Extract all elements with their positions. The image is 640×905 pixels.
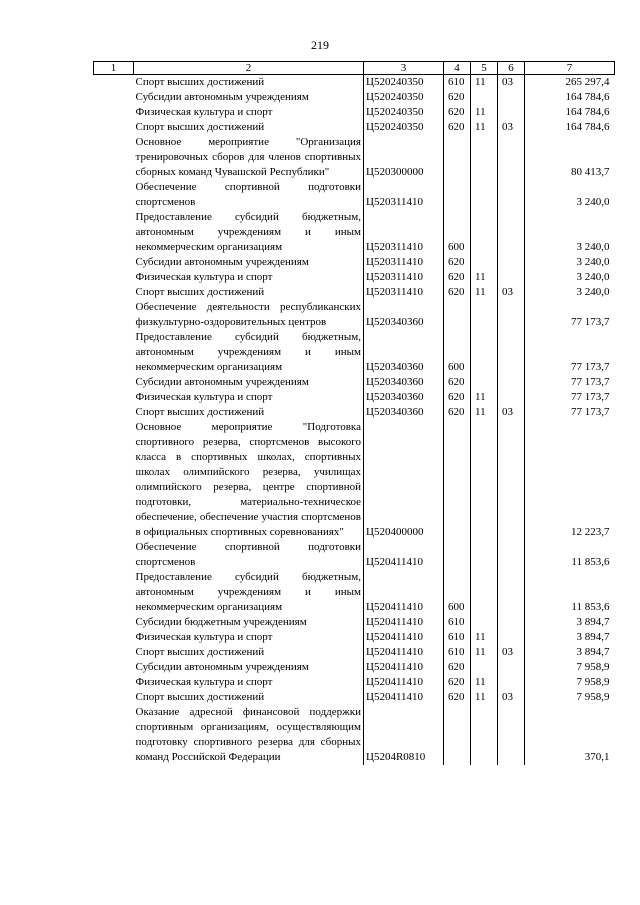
row-section [471,705,498,765]
row-expense-type: 620 [444,690,471,705]
row-code: Ц520340360 [364,375,444,390]
row-expense-type [444,540,471,570]
row-amount: 3 894,7 [576,616,610,628]
row-name: Основное мероприятие "Подготовка спортивного резерва, спортсменов высокого класса в спортивных школах, спортивных школах олимпийского резерва, училищах олимпийского резерва, центре спортивной подготовки, материально-техническое обеспечение, обеспечение участия спортсменов в официальных спортивных соревнованиях" [135,421,361,538]
row-code: Ц520311410 [364,210,444,255]
row-name: Субсидии автономным учреждениям [135,661,309,673]
header-col-4: 4 [444,62,471,75]
row-name: Субсидии автономным учреждениям [135,256,309,268]
row-expense-type: 620 [444,285,471,300]
row-expense-type: 620 [444,390,471,405]
row-expense-type: 620 [444,375,471,390]
row-subsection [498,570,525,615]
row-subsection: 03 [498,120,525,135]
table-row [94,540,615,570]
header-col-7: 7 [525,62,615,75]
row-expense-type: 620 [444,120,471,135]
row-num-cell [94,645,134,660]
row-expense-type: 600 [444,330,471,375]
row-num-cell [94,570,134,615]
row-subsection [498,330,525,375]
row-num-cell [94,705,134,765]
table-row [94,285,615,300]
row-code: Ц520240350 [364,105,444,120]
row-section [471,180,498,210]
row-code: Ц520411410 [364,660,444,675]
row-section [471,210,498,255]
row-num-cell [94,540,134,570]
row-name: Субсидии автономным учреждениям [135,376,309,388]
row-section [471,90,498,105]
row-name: Физическая культура и спорт [135,631,273,643]
row-code: Ц520340360 [364,300,444,330]
row-expense-type [444,135,471,180]
row-name: Спорт высших достижений [135,121,265,133]
table-row [94,405,615,420]
row-amount: 3 894,7 [576,646,610,658]
header-col-1: 1 [94,62,134,75]
row-num-cell [94,75,134,91]
row-subsection: 03 [498,285,525,300]
row-code: Ц520240350 [364,90,444,105]
table-row [94,180,615,210]
table-row [94,615,615,630]
row-num-cell [94,660,134,675]
table-row [94,675,615,690]
row-amount: 3 240,0 [576,286,610,298]
row-subsection: 03 [498,690,525,705]
row-num-cell [94,135,134,180]
row-name: Предоставление субсидий бюджетным, автономным учреждениям и иным некоммерческим организациям [135,331,361,373]
table-row [94,420,615,540]
row-section [471,375,498,390]
table-body [94,75,615,766]
row-code: Ц520411410 [364,645,444,660]
table-row [94,705,615,765]
row-section: 11 [471,120,498,135]
row-section: 11 [471,390,498,405]
row-subsection [498,210,525,255]
row-code: Ц520411410 [364,615,444,630]
row-subsection [498,375,525,390]
row-num-cell [94,405,134,420]
row-name: Физическая культура и спорт [135,676,273,688]
budget-table [93,61,615,765]
row-name: Спорт высших достижений [135,76,265,88]
row-num-cell [94,420,134,540]
row-num-cell [94,615,134,630]
table-row [94,210,615,255]
page-number: 219 [311,38,329,52]
row-code: Ц520411410 [364,570,444,615]
row-num-cell [94,330,134,375]
row-subsection [498,630,525,645]
row-code: Ц520400000 [364,420,444,540]
row-amount: 3 240,0 [576,271,610,283]
row-subsection [498,420,525,540]
row-section: 11 [471,675,498,690]
row-code: Ц520311410 [364,285,444,300]
row-section: 11 [471,405,498,420]
row-amount: 77 173,7 [571,376,610,388]
row-expense-type: 620 [444,660,471,675]
row-num-cell [94,390,134,405]
row-expense-type: 620 [444,270,471,285]
row-subsection [498,255,525,270]
row-name: Физическая культура и спорт [135,106,273,118]
row-name: Предоставление субсидий бюджетным, автономным учреждениям и иным некоммерческим организациям [135,211,361,253]
row-expense-type: 620 [444,105,471,120]
row-expense-type: 610 [444,75,471,91]
row-section: 11 [471,105,498,120]
table-row [94,645,615,660]
row-amount: 3 240,0 [576,256,610,268]
header-col-5: 5 [471,62,498,75]
row-code: Ц520300000 [364,135,444,180]
row-num-cell [94,285,134,300]
row-name: Обеспечение спортивной подготовки спортсменов [135,541,361,568]
table-header [94,62,615,75]
row-num-cell [94,690,134,705]
row-subsection [498,105,525,120]
row-amount: 80 413,7 [571,166,610,178]
row-amount: 11 853,6 [571,556,610,568]
row-amount: 77 173,7 [571,391,610,403]
row-name: Спорт высших достижений [135,646,265,658]
row-num-cell [94,675,134,690]
table-row [94,90,615,105]
row-amount: 164 784,6 [565,91,610,103]
row-subsection [498,615,525,630]
row-name: Субсидии бюджетным учреждениям [135,616,307,628]
row-code: Ц520240350 [364,75,444,91]
row-amount: 12 223,7 [571,526,610,538]
row-amount: 3 894,7 [576,631,610,643]
row-code: Ц520411410 [364,630,444,645]
row-amount: 164 784,6 [565,106,610,118]
row-code: Ц520240350 [364,120,444,135]
row-num-cell [94,90,134,105]
row-subsection [498,180,525,210]
row-amount: 7 958,9 [576,691,610,703]
row-subsection [498,135,525,180]
row-code: Ц520311410 [364,180,444,210]
row-code: Ц520311410 [364,270,444,285]
row-subsection [498,270,525,285]
row-name: Предоставление субсидий бюджетным, автономным учреждениям и иным некоммерческим организациям [135,571,361,613]
table-row [94,105,615,120]
row-name: Физическая культура и спорт [135,271,273,283]
row-code: Ц520411410 [364,675,444,690]
table-row [94,390,615,405]
table-row [94,255,615,270]
row-section [471,615,498,630]
row-name: Физическая культура и спорт [135,391,273,403]
row-subsection [498,390,525,405]
header-col-2: 2 [134,62,364,75]
row-code: Ц520340360 [364,330,444,375]
row-code: Ц5204R0810 [364,705,444,765]
table-row [94,270,615,285]
row-amount: 11 853,6 [571,601,610,613]
row-expense-type [444,300,471,330]
row-expense-type: 610 [444,630,471,645]
row-expense-type: 600 [444,570,471,615]
row-section [471,570,498,615]
row-expense-type: 610 [444,645,471,660]
row-expense-type: 600 [444,210,471,255]
table-row [94,330,615,375]
row-expense-type: 620 [444,255,471,270]
table-row [94,690,615,705]
row-num-cell [94,270,134,285]
row-section [471,330,498,375]
table-row [94,120,615,135]
row-subsection: 03 [498,405,525,420]
row-expense-type [444,180,471,210]
table-row [94,375,615,390]
row-amount: 7 958,9 [576,661,610,673]
row-section [471,540,498,570]
row-subsection [498,675,525,690]
row-name: Обеспечение спортивной подготовки спортсменов [135,181,361,208]
row-amount: 370,1 [584,751,610,763]
row-expense-type: 620 [444,675,471,690]
row-code: Ц520411410 [364,690,444,705]
table-row [94,75,615,91]
row-amount: 3 240,0 [576,241,610,253]
row-expense-type [444,420,471,540]
row-num-cell [94,210,134,255]
row-subsection [498,540,525,570]
row-section [471,135,498,180]
row-section: 11 [471,645,498,660]
table-row [94,300,615,330]
table-row [94,570,615,615]
row-num-cell [94,255,134,270]
header-col-3: 3 [364,62,444,75]
row-num-cell [94,630,134,645]
row-section [471,660,498,675]
row-code: Ц520311410 [364,255,444,270]
row-amount: 7 958,9 [576,676,610,688]
row-expense-type: 620 [444,405,471,420]
table-row [94,660,615,675]
row-num-cell [94,180,134,210]
row-amount: 77 173,7 [571,361,610,373]
row-amount: 77 173,7 [571,406,610,418]
row-code: Ц520340360 [364,390,444,405]
row-name: Основное мероприятие "Организация тренировочных сборов для членов спортивных сборных команд Чувашской Республики" [135,136,361,178]
row-section: 11 [471,75,498,91]
row-amount: 164 784,6 [565,121,610,133]
row-name: Субсидии автономным учреждениям [135,91,309,103]
row-section [471,255,498,270]
row-expense-type [444,705,471,765]
row-subsection [498,705,525,765]
row-num-cell [94,120,134,135]
row-amount: 77 173,7 [571,316,610,328]
row-name: Оказание адресной финансовой поддержки спортивным организациям, осуществляющим подготовку спортивного резерва для сборных команд Российской Федерации [135,706,361,763]
table-row [94,630,615,645]
row-name: Спорт высших достижений [135,691,265,703]
row-section: 11 [471,630,498,645]
row-section [471,300,498,330]
row-name: Спорт высших достижений [135,286,265,298]
row-code: Ц520340360 [364,405,444,420]
row-subsection [498,90,525,105]
row-num-cell [94,375,134,390]
row-name: Обеспечение деятельности республиканских физкультурно-оздоровительных центров [135,301,361,328]
row-section [471,420,498,540]
header-col-6: 6 [498,62,525,75]
row-expense-type: 610 [444,615,471,630]
table-row [94,135,615,180]
row-subsection [498,660,525,675]
row-name: Спорт высших достижений [135,406,265,418]
header-row [94,62,615,75]
row-amount: 265 297,4 [565,76,610,88]
row-section: 11 [471,270,498,285]
row-num-cell [94,105,134,120]
row-expense-type: 620 [444,90,471,105]
row-num-cell [94,300,134,330]
row-code: Ц520411410 [364,540,444,570]
row-subsection [498,300,525,330]
row-section: 11 [471,285,498,300]
row-amount: 3 240,0 [576,196,610,208]
row-section: 11 [471,690,498,705]
row-subsection: 03 [498,75,525,91]
row-subsection: 03 [498,645,525,660]
